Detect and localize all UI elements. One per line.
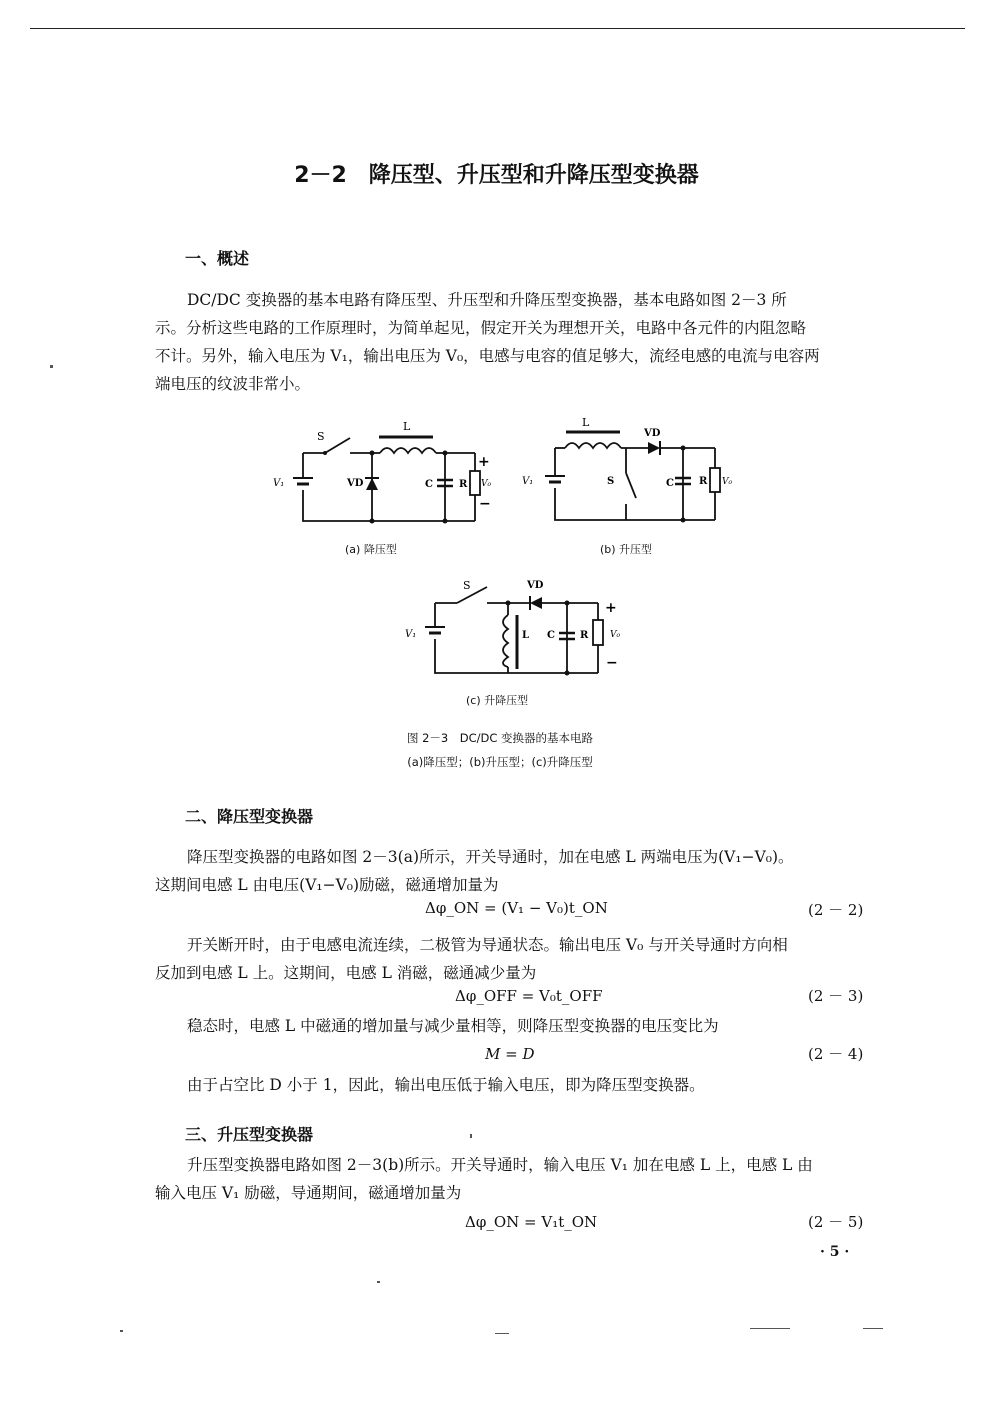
overview-paragraph bbox=[155, 286, 875, 398]
label-v1: V₁ bbox=[405, 629, 417, 640]
label-l: L bbox=[582, 418, 590, 429]
label-l: L bbox=[522, 630, 530, 641]
boost-p1-line-1: 升压型变换器电路如图 2－3(b)所示。开关导通时，输入电压 V₁ 加在电感 L 上，电感 L 由 bbox=[187, 1156, 813, 1174]
label-s: S bbox=[317, 430, 325, 443]
buck-paragraph-1 bbox=[155, 843, 875, 899]
figure-buck-circuit bbox=[265, 418, 505, 530]
equation-2-5: Δφ_ON = V₁t_ON bbox=[465, 1213, 598, 1231]
overview-line-4: 端电压的纹波非常小。 bbox=[155, 375, 311, 393]
overview-line-1: DC/DC 变换器的基本电路有降压型、升压型和升降压型变换器，基本电路如图 2－3 所 bbox=[187, 291, 787, 309]
figure-caption-subtitle: (a)降压型；(b)升压型；(c)升降压型 bbox=[407, 755, 593, 769]
page-number: · 5 · bbox=[820, 1244, 850, 1260]
label-l: L bbox=[403, 420, 411, 433]
buck-p2-line-2: 反加到电感 L 上。这期间，电感 L 消磁，磁通减少量为 bbox=[155, 964, 537, 982]
label-minus: − bbox=[606, 655, 618, 671]
resistor-icon bbox=[593, 620, 603, 645]
diode-icon bbox=[366, 478, 378, 490]
label-c: C bbox=[547, 630, 555, 641]
label-vo: V₀ bbox=[610, 630, 621, 640]
label-r: R bbox=[459, 479, 468, 490]
label-v1: V₁ bbox=[522, 476, 534, 487]
diode-icon bbox=[648, 442, 660, 454]
label-c: C bbox=[666, 478, 674, 489]
label-plus: + bbox=[478, 454, 490, 470]
scan-speck bbox=[495, 1333, 509, 1334]
buck-p1-line-2: 这期间电感 L 由电压(V₁−V₀)励磁，磁通增加量为 bbox=[155, 876, 499, 894]
label-vd: VD bbox=[347, 478, 364, 489]
scan-speck bbox=[863, 1328, 883, 1329]
label-v1: V₁ bbox=[273, 478, 285, 489]
equation-number-2-3: (2 － 3) bbox=[808, 987, 864, 1005]
scan-speck bbox=[750, 1328, 790, 1329]
resistor-icon bbox=[470, 471, 480, 495]
buck-p2-line-1: 开关断开时，由于电感电流连续，二极管为导通状态。输出电压 V₀ 与开关导通时方向相 bbox=[187, 936, 788, 954]
label-vo: V₀ bbox=[722, 477, 733, 487]
resistor-icon bbox=[710, 468, 720, 492]
label-s: S bbox=[463, 579, 471, 592]
scan-speck bbox=[470, 1134, 472, 1138]
label-minus: − bbox=[479, 496, 491, 512]
equation-number-2-2: (2 － 2) bbox=[808, 901, 864, 919]
buck-paragraph-3: 稳态时，电感 L 中磁通的增加量与减少量相等，则降压型变换器的电压变比为 bbox=[187, 1017, 719, 1035]
label-r: R bbox=[699, 476, 708, 487]
scan-speck bbox=[377, 1281, 380, 1283]
equation-2-2: Δφ_ON = (V₁ − V₀)t_ON bbox=[425, 899, 608, 917]
boost-p1-line-2: 输入电压 V₁ 励磁，导通期间，磁通增加量为 bbox=[155, 1184, 462, 1202]
caption-c: (c) 升降压型 bbox=[466, 694, 529, 707]
equation-2-4: M = D bbox=[485, 1045, 535, 1063]
label-r: R bbox=[580, 630, 589, 641]
label-c: C bbox=[425, 479, 433, 490]
label-plus: + bbox=[605, 600, 617, 616]
heading-boost: 三、升压型变换器 bbox=[185, 1125, 314, 1144]
figure-boost-circuit bbox=[520, 418, 760, 530]
buck-paragraph-4: 由于占空比 D 小于 1，因此，输出电压低于输入电压，即为降压型变换器。 bbox=[187, 1076, 705, 1094]
section-title: 2－2 降压型、升压型和升降压型变换器 bbox=[294, 163, 699, 188]
equation-number-2-4: (2 － 4) bbox=[808, 1045, 864, 1063]
figure-buck-boost-circuit bbox=[395, 575, 645, 687]
equation-2-3: Δφ_OFF = V₀t_OFF bbox=[455, 987, 603, 1005]
heading-buck: 二、降压型变换器 bbox=[185, 807, 314, 826]
label-vd: VD bbox=[527, 580, 544, 591]
diode-icon bbox=[530, 597, 542, 609]
boost-paragraph-1 bbox=[155, 1151, 885, 1207]
caption-a: (a) 降压型 bbox=[345, 543, 397, 556]
figure-caption-title: 图 2－3 DC/DC 变换器的基本电路 bbox=[406, 731, 594, 745]
overview-line-2: 示。分析这些电路的工作原理时，为简单起见，假定开关为理想开关，电路中各元件的内阻忽略 bbox=[155, 319, 807, 337]
top-rule bbox=[30, 28, 965, 29]
label-vd: VD bbox=[644, 428, 661, 439]
buck-paragraph-2 bbox=[155, 931, 875, 987]
scan-speck bbox=[50, 365, 53, 368]
label-vo: V₀ bbox=[481, 479, 492, 489]
scan-speck bbox=[120, 1330, 123, 1332]
equation-number-2-5: (2 － 5) bbox=[808, 1213, 864, 1231]
heading-overview: 一、概述 bbox=[185, 249, 250, 268]
caption-b: (b) 升压型 bbox=[600, 543, 653, 556]
label-s: S bbox=[607, 476, 615, 487]
overview-line-3: 不计。另外，输入电压为 V₁，输出电压为 V₀，电感与电容的值足够大，流经电感的电流与电容两 bbox=[155, 347, 820, 365]
buck-p1-line-1: 降压型变换器的电路如图 2－3(a)所示，开关导通时，加在电感 L 两端电压为(V₁−V₀)。 bbox=[187, 848, 794, 866]
